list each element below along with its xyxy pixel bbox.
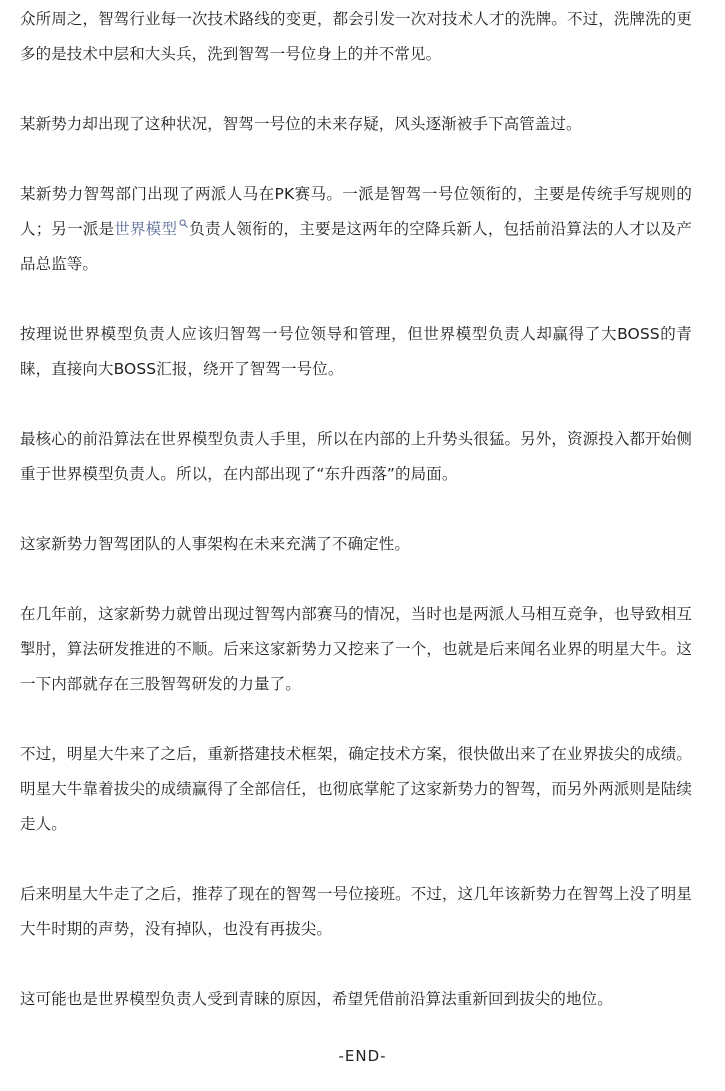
world-model-link-text: 世界模型 <box>114 220 178 238</box>
paragraph-gap <box>20 702 692 737</box>
paragraph-4: 按理说世界模型负责人应该归智驾一号位领导和管理，但世界模型负责人却赢得了大BOSS的青睐，直接向大BOSS汇报，绕开了智驾一号位。 <box>20 325 692 378</box>
article-body <box>20 0 692 1017</box>
world-model-search-link[interactable] <box>114 220 189 238</box>
paragraph-9: 后来明星大牛走了之后，推荐了现在的智驾一号位接班。不过，这几年该新势力在智驾上没了明星大牛时期的声势，没有掉队，也没有再拔尖。 <box>20 885 692 938</box>
paragraph-3-text-before: 某新势力智驾部门出现了两派人马在PK赛马。一派是智驾一号位领衔的，主要是传统手写规则的人；另一派是 <box>20 185 692 238</box>
paragraph-10: 这可能也是世界模型负责人受到青睐的原因，希望凭借前沿算法重新回到拔尖的地位。 <box>20 990 613 1008</box>
paragraph-2: 某新势力却出现了这种状况，智驾一号位的未来存疑，风头逐渐被手下高管盖过。 <box>20 115 582 133</box>
paragraph-gap <box>20 842 692 877</box>
paragraph-3 <box>20 177 692 282</box>
search-icon <box>179 219 188 228</box>
paragraph-gap <box>20 72 692 107</box>
paragraph-8: 不过，明星大牛来了之后，重新搭建技术框架，确定技术方案，很快做出来了在业界拔尖的成绩。明星大牛靠着拔尖的成绩赢得了全部信任，也彻底掌舵了这家新势力的智驾，而另外两派则是陆续走人。 <box>20 745 692 833</box>
paragraph-7: 在几年前，这家新势力就曾出现过智驾内部赛马的情况，当时也是两派人马相互竞争，也导致相互掣肘，算法研发推进的不顺。后来这家新势力又挖来了一个，也就是后来闻名业界的明星大牛。这一下内部就存在三股智驾研发的力量了。 <box>20 605 692 693</box>
paragraph-5: 最核心的前沿算法在世界模型负责人手里，所以在内部的上升势头很猛。另外，资源投入都开始侧重于世界模型负责人。所以，在内部出现了“东升西落”的局面。 <box>20 430 692 483</box>
paragraph-6: 这家新势力智驾团队的人事架构在未来充满了不确定性。 <box>20 535 411 553</box>
paragraph-gap <box>20 142 692 177</box>
paragraph-gap <box>20 947 692 982</box>
end-marker: -END- <box>338 1047 387 1065</box>
paragraph-gap <box>20 282 692 317</box>
paragraph-gap <box>20 387 692 422</box>
paragraph-gap <box>20 562 692 597</box>
paragraph-gap <box>20 492 692 527</box>
paragraph-3-text-after: 负责人领衔的，主要是这两年的空降兵新人，包括前沿算法的人才以及产品总监等。 <box>20 220 693 273</box>
paragraph-1: 众所周之，智驾行业每一次技术路线的变更，都会引发一次对技术人才的洗牌。不过，洗牌洗的更多的是技术中层和大头兵，洗到智驾一号位身上的并不常见。 <box>20 10 692 63</box>
